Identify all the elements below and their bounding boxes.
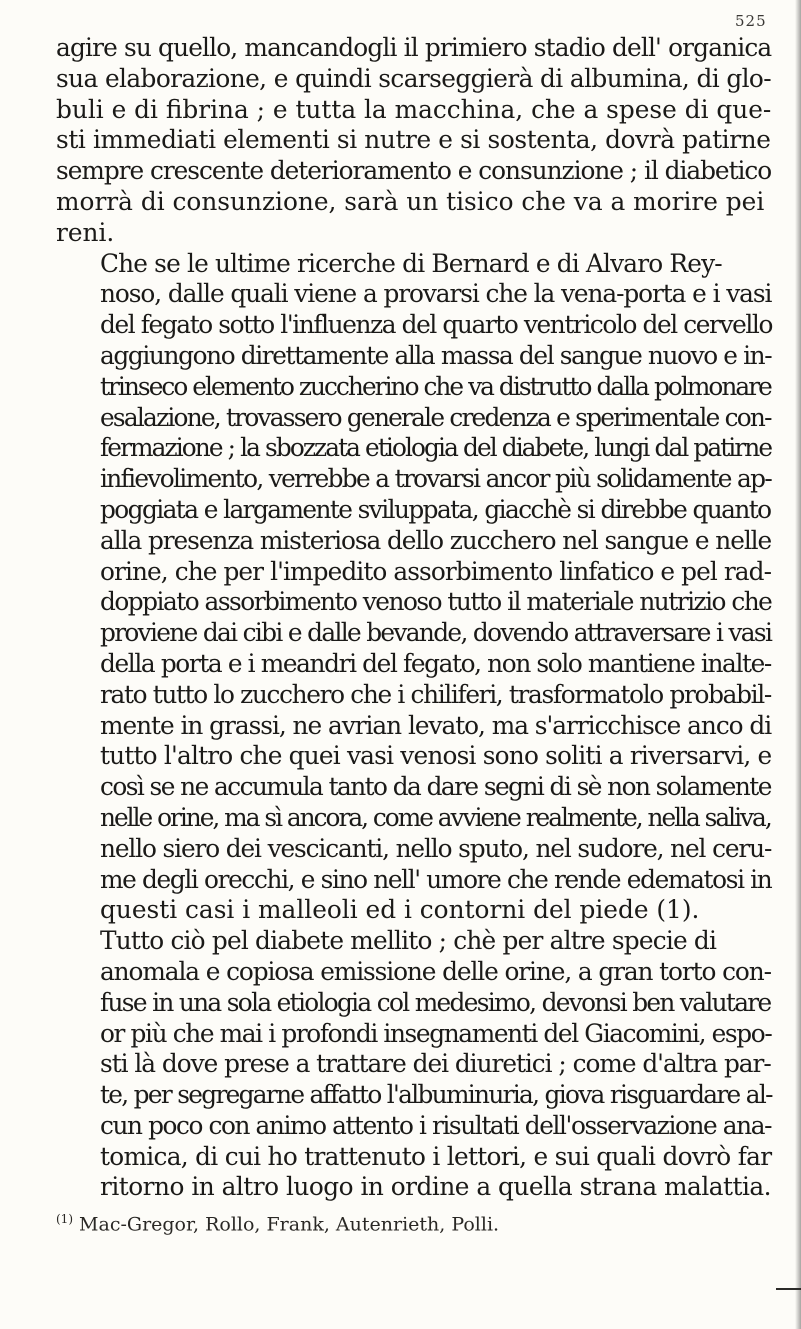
footnote-text: Mac-Gregor, Rollo, Frank, Autenrieth, Polli. <box>79 1213 500 1236</box>
text-line: mente in grassi, ne avrian levato, ma s'arricchisce anco di <box>100 710 772 740</box>
text-line: fuse in una sola etiologia col medesimo, devonsi ben valutare <box>100 987 771 1017</box>
text-line: esalazione, trovassero generale credenza e sperimentale con- <box>100 402 771 432</box>
text-line: sempre crescente deterioramento e consunzione ; il diabetico <box>56 156 772 186</box>
text-line: Tutto ciò pel diabete mellito ; chè per altre specie di <box>100 926 717 956</box>
footnote-marker: (1) <box>56 1212 73 1226</box>
text-line: della porta e i meandri del fegato, non solo mantiene inalte- <box>100 648 771 678</box>
text-line: buli e di fibrina ; e tutta la macchina, che a spese di que- <box>56 94 772 124</box>
text-line: infievolimento, verrebbe a trovarsi ancor più solidamente ap- <box>100 464 772 494</box>
text-line: te, per segregarne affatto l'albuminuria, giova risguardare al- <box>100 1080 772 1110</box>
text-line: anomala e copiosa emissione delle orine, a gran torto con- <box>100 956 771 986</box>
text-line: agire su quello, mancandogli il primiero stadio dell' organica <box>56 33 772 62</box>
paragraph-1 <box>56 33 771 249</box>
text-line: fermazione ; la sbozzata etiologia del diabete, lungi dal patirne <box>100 433 772 463</box>
text-line: tutto l'altro che quei vasi venosi sono soliti a riversarvi, e <box>100 741 772 771</box>
text-line: me degli orecchi, e sino nell' umore che rende edematosi in <box>100 864 772 894</box>
text-line: ritorno in altro luogo in ordine a quella strana malattia. <box>100 1172 772 1202</box>
text-line: sti là dove prese a trattare dei diuretici ; come d'altra par- <box>100 1049 771 1079</box>
page-number: 525 <box>735 12 767 30</box>
text-line: poggiata e largamente sviluppata, giacchè si direbbe quanto <box>100 494 771 524</box>
text-line: reni. <box>56 217 115 247</box>
text-line: trinseco elemento zuccherino che va distrutto dalla polmonare <box>100 371 771 401</box>
text-line: aggiungono direttamente alla massa del sangue nuovo e in- <box>100 340 772 370</box>
text-line: nelle orine, ma sì ancora, come avviene realmente, nella saliva, <box>100 802 771 832</box>
text-line: tomica, di cui ho trattenuto i lettori, e sui quali dovrò far <box>100 1141 772 1171</box>
body-text <box>56 33 771 1203</box>
text-line: noso, dalle quali viene a provarsi che la vena-porta e i vasi <box>100 279 772 309</box>
text-line: questi casi i malleoli ed i contorni del piede (1). <box>100 895 700 925</box>
text-line: orine, che per l'impedito assorbimento linfatico e pel rad- <box>100 556 772 586</box>
text-line: or più che mai i profondi insegnamenti del Giacomini, espo- <box>100 1018 772 1048</box>
footnote <box>56 1212 499 1235</box>
page-edge-rule <box>776 1288 801 1290</box>
text-line: rato tutto lo zucchero che i chiliferi, trasformatolo probabil- <box>100 679 771 709</box>
paragraph-2 <box>56 249 771 927</box>
text-line: così se ne accumula tanto da dare segni di sè non solamente <box>100 772 771 802</box>
text-line: Che se le ultime ricerche di Bernard e di Alvaro Rey- <box>100 248 722 278</box>
text-line: morrà di consunzione, sarà un tisico che va a morire pei <box>56 186 765 216</box>
page-edge-shadow <box>795 0 801 1329</box>
text-line: del fegato sotto l'influenza del quarto ventricolo del cervello <box>100 310 772 340</box>
text-line: nello siero dei vescicanti, nello sputo, nel sudore, nel ceru- <box>100 833 772 863</box>
text-line: cun poco con animo attento i risultati dell'osservazione ana- <box>100 1110 772 1140</box>
text-line: sua elaborazione, e quindi scarseggierà di albumina, di glo- <box>56 63 772 93</box>
text-line: sti immediati elementi si nutre e si sostenta, dovrà patirne <box>56 125 771 155</box>
text-line: proviene dai cibi e dalle bevande, dovendo attraversare i vasi <box>100 618 772 648</box>
text-line: alla presenza misteriosa dello zucchero nel sangue e nelle <box>100 525 772 555</box>
text-line: doppiato assorbimento venoso tutto il materiale nutrizio che <box>100 587 772 617</box>
paragraph-3 <box>56 926 771 1203</box>
